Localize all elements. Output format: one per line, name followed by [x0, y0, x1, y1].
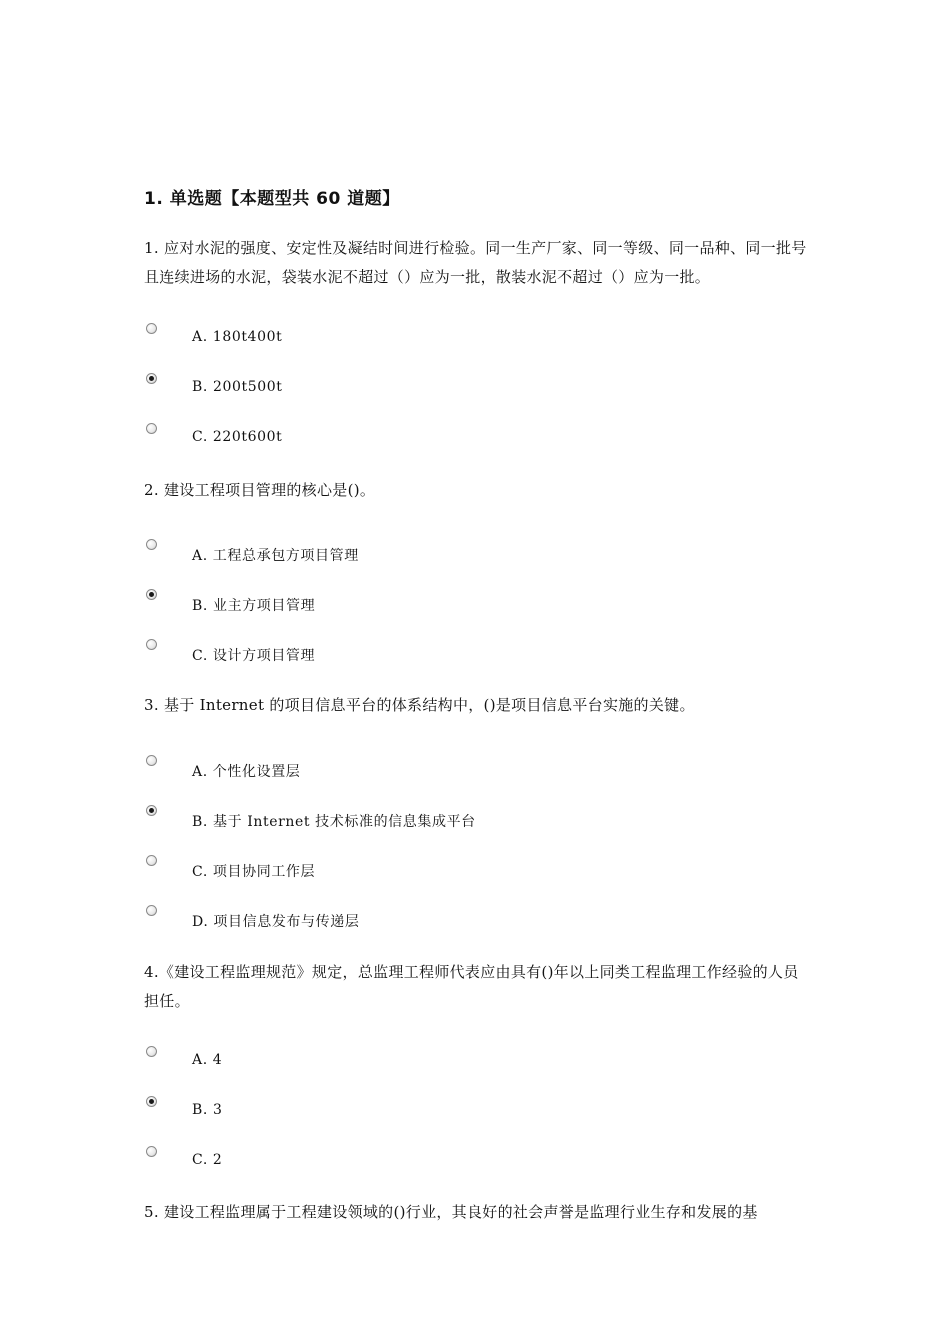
question-text-3: 3. 基于 Internet 的项目信息平台的体系结构中，()是项目信息平台实施的关键。	[144, 696, 695, 714]
radio-unchecked-icon[interactable]	[146, 323, 157, 334]
option-2b[interactable]	[146, 589, 806, 613]
radio-checked-icon[interactable]	[146, 589, 157, 600]
question-text-5: 5. 建设工程监理属于工程建设领域的()行业，其良好的社会声誉是监理行业生存和发展的基	[144, 1203, 758, 1221]
option-label: A. 180t400t	[192, 329, 283, 345]
option-2c[interactable]	[146, 639, 806, 663]
question-text-1: 1. 应对水泥的强度、安定性及凝结时间进行检验。同一生产厂家、同一等级、同一品种、同一批号且连续进场的水泥，袋装水泥不超过（）应为一批，散装水泥不超过（）应为一批。	[144, 239, 807, 286]
option-3a[interactable]	[146, 755, 806, 779]
option-label: B. 3	[192, 1102, 223, 1118]
option-label: B. 业主方项目管理	[192, 598, 316, 614]
option-label: A. 个性化设置层	[192, 764, 301, 780]
radio-unchecked-icon[interactable]	[146, 855, 157, 866]
option-label: B. 200t500t	[192, 379, 283, 395]
option-label: A. 4	[192, 1052, 223, 1068]
radio-unchecked-icon[interactable]	[146, 755, 157, 766]
radio-unchecked-icon[interactable]	[146, 905, 157, 916]
option-4c[interactable]	[146, 1146, 806, 1170]
option-1b[interactable]	[146, 373, 806, 397]
option-label: D. 项目信息发布与传递层	[192, 914, 360, 930]
question-text-2: 2. 建设工程项目管理的核心是()。	[144, 481, 376, 499]
radio-unchecked-icon[interactable]	[146, 639, 157, 650]
option-label: C. 项目协同工作层	[192, 864, 316, 880]
radio-unchecked-icon[interactable]	[146, 1046, 157, 1057]
radio-checked-icon[interactable]	[146, 373, 157, 384]
option-2a[interactable]	[146, 539, 806, 563]
option-label: C. 220t600t	[192, 429, 283, 445]
radio-checked-icon[interactable]	[146, 1096, 157, 1107]
option-1a[interactable]	[146, 323, 806, 347]
option-label: A. 工程总承包方项目管理	[192, 548, 359, 564]
option-label: C. 设计方项目管理	[192, 648, 316, 664]
option-3d[interactable]	[146, 905, 806, 929]
section-title: 1. 单选题【本题型共 60 道题】	[144, 189, 400, 209]
option-4b[interactable]	[146, 1096, 806, 1120]
question-text-4: 4.《建设工程监理规范》规定，总监理工程师代表应由具有()年以上同类工程监理工作经验的人员担任。	[144, 963, 799, 1010]
option-label: B. 基于 Internet 技术标准的信息集成平台	[192, 814, 476, 830]
option-label: C. 2	[192, 1152, 223, 1168]
radio-checked-icon[interactable]	[146, 805, 157, 816]
option-4a[interactable]	[146, 1046, 806, 1070]
option-3b[interactable]	[146, 805, 806, 829]
radio-unchecked-icon[interactable]	[146, 1146, 157, 1157]
radio-unchecked-icon[interactable]	[146, 539, 157, 550]
radio-unchecked-icon[interactable]	[146, 423, 157, 434]
option-1c[interactable]	[146, 423, 806, 447]
option-3c[interactable]	[146, 855, 806, 879]
